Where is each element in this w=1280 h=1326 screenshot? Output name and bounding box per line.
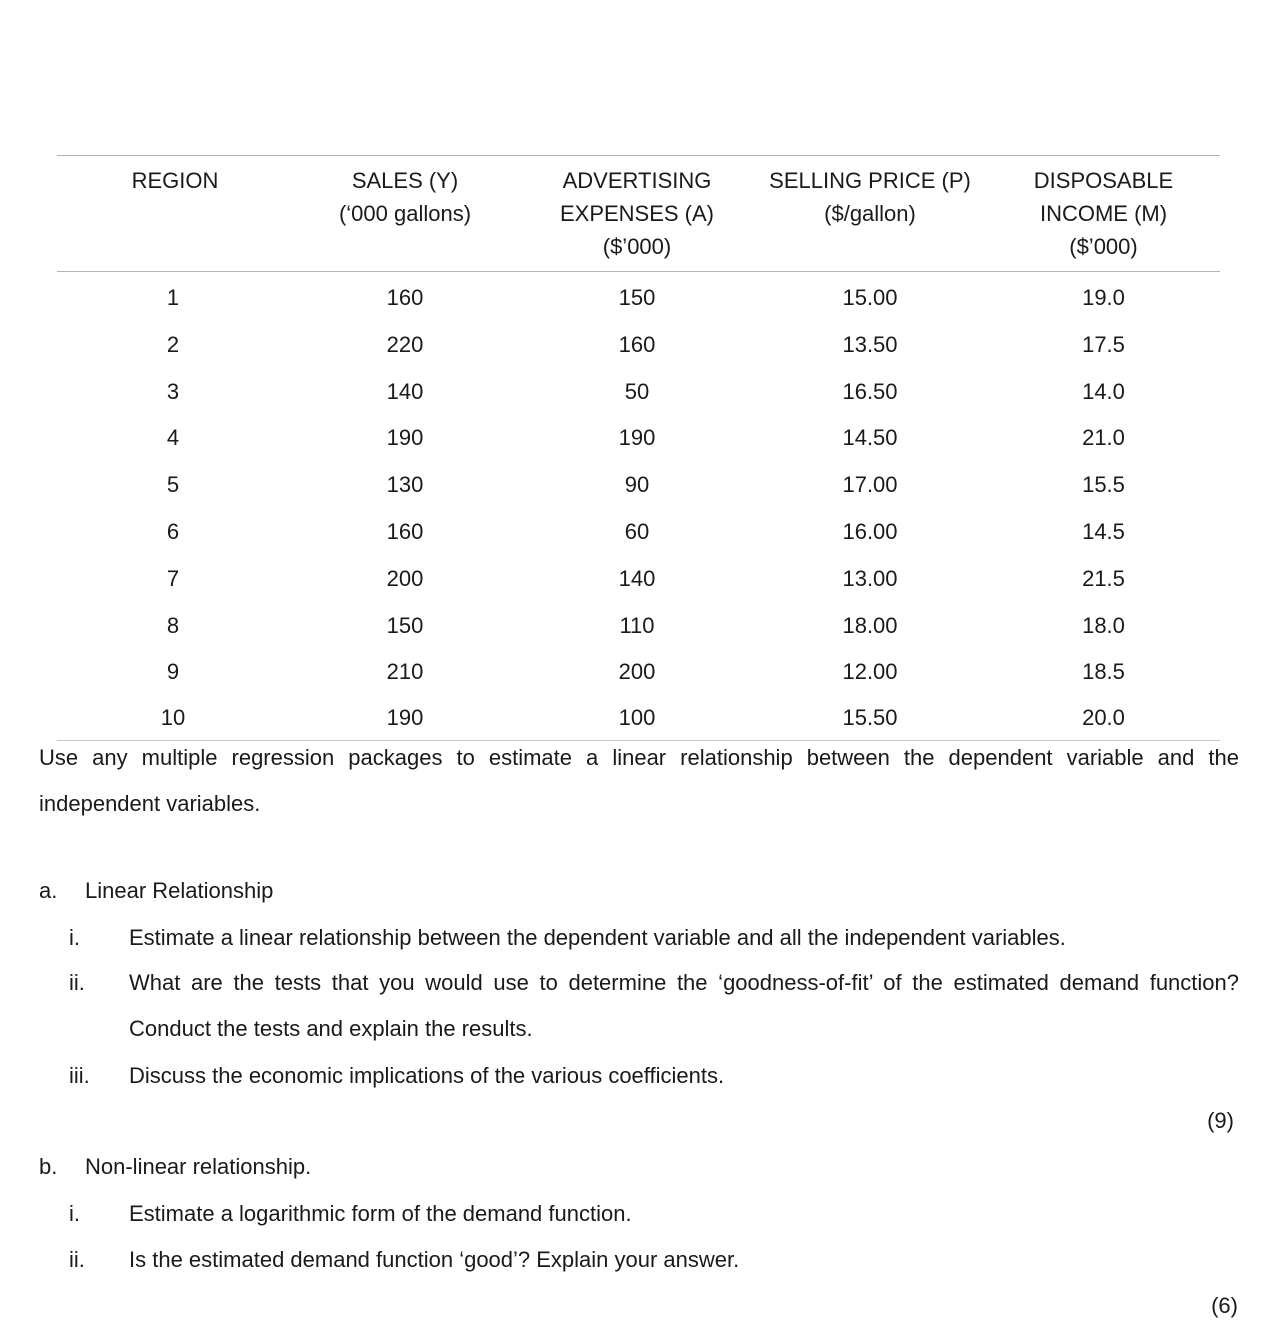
cell-sales: 190 [289, 696, 521, 741]
intro-paragraph: Use any multiple regression packages to estimate a linear relationship between the dependent variable and the independent variables. [39, 745, 1239, 816]
header-selling-price: SELLING PRICE (P) ($/gallon) [753, 156, 987, 272]
cell-advertising: 60 [624, 518, 650, 544]
cell-advertising: 150 [618, 285, 656, 310]
cell-price: 18.00 [842, 612, 898, 638]
cell-advertising: 200 [618, 659, 656, 685]
item-a-iii-text: Discuss the economic implications of the various coefficients. [129, 1063, 725, 1088]
cell-income: 21.5 [1082, 565, 1125, 591]
table-header-row [57, 156, 1220, 272]
item-b-ii-number: ii. [69, 1247, 85, 1272]
cell-advertising: 110 [619, 612, 655, 638]
item-b-ii-text: Is the estimated demand function ‘good’? Explain your answer. [129, 1247, 740, 1272]
cell-advertising: 160 [618, 331, 656, 357]
cell-price: 13.00 [842, 565, 898, 591]
cell-price: 16.00 [842, 518, 898, 544]
cell-region: 2 [166, 331, 180, 357]
cell-sales: 160 [386, 518, 424, 544]
item-a-iii-number: iii. [69, 1063, 90, 1088]
item-a-i-text: Estimate a linear relationship between the dependent variable and all the independent variables. [129, 925, 1066, 950]
cell-region: 3 [166, 378, 180, 404]
cell-income: 18.5 [1082, 659, 1125, 685]
cell-region: 7 [166, 565, 180, 591]
cell-advertising: 190 [618, 425, 656, 451]
cell-sales: 130 [386, 472, 424, 498]
section-a-title: Linear Relationship [85, 878, 274, 903]
header-region: REGION [57, 156, 289, 272]
section-b-title: Non-linear relationship. [85, 1154, 312, 1179]
cell-income: 14.5 [1082, 518, 1125, 544]
table-row [57, 272, 1220, 322]
cell-sales: 210 [386, 659, 424, 685]
cell-region: 5 [166, 472, 180, 498]
cell-income: 15.5 [1082, 472, 1125, 498]
cell-price: 17.00 [842, 472, 898, 498]
cell-income: 21.0 [1082, 425, 1125, 451]
cell-income: 19.0 [1082, 285, 1125, 310]
item-a-ii-number: ii. [69, 970, 85, 995]
cell-sales: 190 [386, 425, 424, 451]
table-row [57, 369, 1220, 416]
regression-data-table [57, 155, 1220, 741]
table-row [57, 322, 1220, 369]
table-row [57, 603, 1220, 650]
cell-region: 8 [166, 612, 180, 638]
table-row [57, 462, 1220, 509]
section-a-marks: (9) [1207, 1108, 1234, 1133]
table-row [57, 649, 1220, 696]
cell-advertising: 140 [618, 565, 656, 591]
item-a-ii-text: What are the tests that you would use to determine the ‘goodness-of-fit’ of the estimated demand function? Conduct the tests and explain the results. [129, 970, 1239, 1041]
cell-sales: 200 [386, 565, 424, 591]
cell-price: 15.50 [753, 696, 987, 741]
cell-sales: 150 [386, 612, 424, 638]
cell-price: 16.50 [842, 378, 898, 404]
cell-price: 15.00 [842, 285, 898, 310]
section-a-label: a. [39, 878, 58, 903]
item-a-i-number: i. [69, 925, 80, 950]
cell-advertising: 90 [624, 472, 650, 498]
item-b-i-number: i. [69, 1201, 80, 1226]
cell-income: 14.0 [1082, 378, 1125, 404]
cell-sales: 140 [386, 378, 424, 404]
header-disposable-income: DISPOSABLE INCOME (M) ($’000) [987, 156, 1220, 272]
cell-region: 1 [166, 285, 180, 310]
cell-income: 20.0 [987, 696, 1220, 741]
header-advertising: ADVERTISING EXPENSES (A) ($’000) [521, 156, 753, 272]
section-b-label: b. [39, 1154, 58, 1179]
table-row [57, 509, 1220, 556]
cell-price: 13.50 [842, 331, 898, 357]
cell-price: 12.00 [842, 659, 898, 685]
cell-region: 4 [166, 425, 180, 451]
cell-region: 9 [166, 659, 180, 685]
table-body [57, 272, 1220, 741]
cell-region: 10 [57, 696, 289, 741]
cell-income: 17.5 [1082, 331, 1125, 357]
header-sales: SALES (Y) (‘000 gallons) [289, 156, 521, 272]
cell-sales: 220 [386, 331, 424, 357]
cell-price: 14.50 [842, 425, 898, 451]
table-row [57, 696, 1220, 741]
item-b-i-text: Estimate a logarithmic form of the demand function. [129, 1201, 632, 1226]
cell-advertising: 100 [521, 696, 753, 741]
table-row [57, 556, 1220, 603]
section-b-marks: (6) [1211, 1293, 1238, 1318]
table-row [57, 415, 1220, 462]
cell-advertising: 50 [624, 378, 650, 404]
cell-region: 6 [166, 518, 180, 544]
cell-sales: 160 [386, 285, 424, 310]
cell-income: 18.0 [1082, 612, 1125, 638]
